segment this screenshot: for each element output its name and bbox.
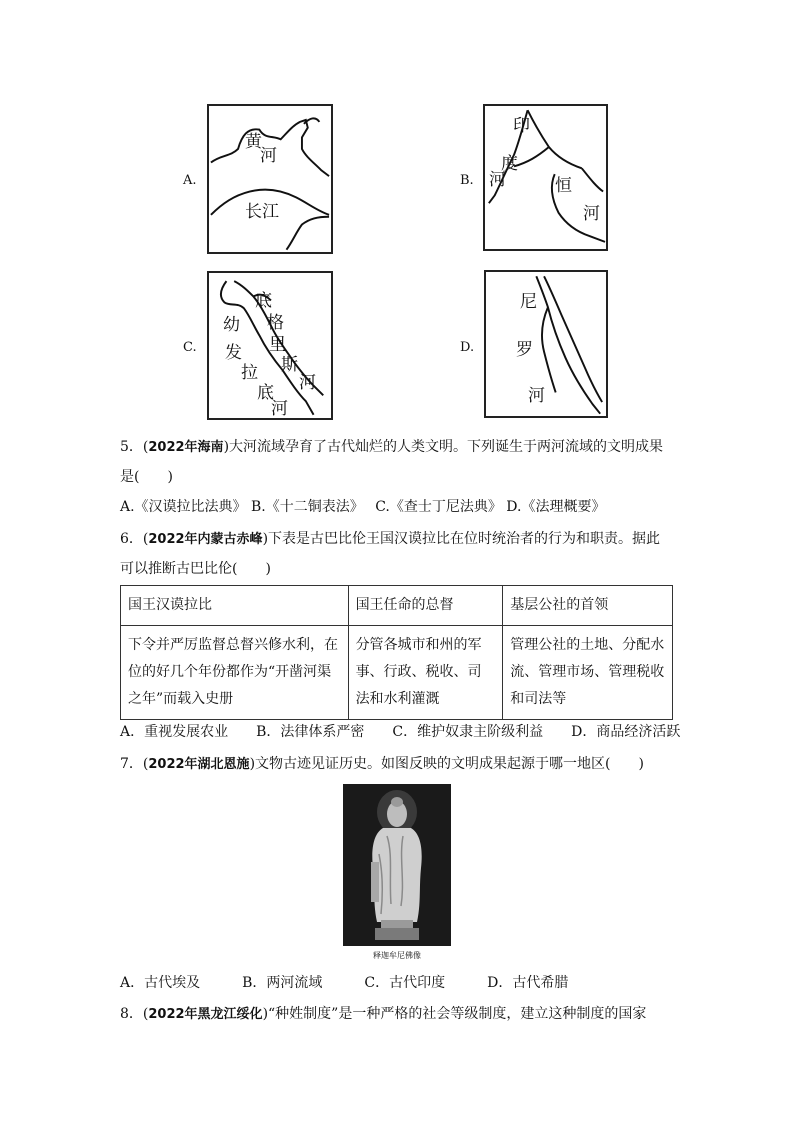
- table-row: [121, 626, 673, 720]
- table-header-commune: 基层公社的首领: [503, 586, 673, 626]
- question-8-stem: [120, 1004, 646, 1025]
- label-indus-1: 印: [513, 116, 530, 136]
- label-yangtze: 长江: [245, 202, 279, 222]
- label-ganges-2: 河: [583, 204, 600, 224]
- question-5-stem: [120, 437, 663, 458]
- map-c-tigris-euphrates: [207, 271, 333, 420]
- q6-number: 6．(: [120, 531, 149, 547]
- q7-number: 7．(: [120, 756, 149, 772]
- map-a-yellow-yangtze: [207, 104, 333, 254]
- q5-options: A.《汉谟拉比法典》 B.《十二铜表法》 C.《查士丁尼法典》 D.《法理概要》: [120, 499, 606, 515]
- q8-source: 2022年黑龙江绥化: [148, 1007, 263, 1022]
- q6-stem-line1: )下表是古巴比伦王国汉谟拉比在位时统治者的行为和职责。据此: [262, 531, 661, 547]
- label-euphrates-1: 幼: [223, 315, 240, 335]
- label-tigris-3: 里: [269, 335, 286, 355]
- label-indus-2: 度: [501, 154, 518, 174]
- table-cell-governor: 分管各城市和州的军事、行政、税收、司法和水利灌溉: [348, 626, 503, 720]
- q7-stem-line1: )文物古迹见证历史。如图反映的文明成果起源于哪一地区( ): [249, 756, 644, 772]
- label-euphrates-2: 发: [225, 343, 242, 363]
- q7-options: A．古代埃及 B．两河流域 C．古代印度 D．古代希腊: [120, 975, 569, 991]
- table-header-governor: 国王任命的总督: [348, 586, 503, 626]
- buddha-statue-image: [343, 784, 451, 946]
- map-c-letter: C.: [183, 340, 197, 355]
- label-yellow-1: 黄: [245, 132, 262, 152]
- map-d-nile: [484, 270, 608, 418]
- label-tigris-2: 格: [267, 313, 284, 333]
- table-cell-commune: 管理公社的土地、分配水流、管理市场、管理税收和司法等: [503, 626, 673, 720]
- statue-caption: 释迦牟尼佛像: [373, 951, 421, 960]
- label-euphrates-3: 拉: [241, 363, 258, 383]
- question-7-stem: [120, 754, 644, 775]
- label-euphrates-4: 底: [257, 383, 274, 403]
- table-header-row: [121, 586, 673, 626]
- table-header-king: 国王汉谟拉比: [121, 586, 349, 626]
- q8-stem-line1: )“种姓制度”是一种严格的社会等级制度，建立这种制度的国家: [262, 1006, 647, 1022]
- label-euphrates-5: 河: [271, 399, 288, 419]
- label-indus-3: 河: [489, 170, 506, 190]
- table-cell-king: 下令并严厉监督总督兴修水利，在位的好几个年份都作为“开凿河渠之年”而载入史册: [121, 626, 349, 720]
- q5-number: 5．(: [120, 439, 149, 455]
- question-6-stem: [120, 529, 660, 550]
- q6-source: 2022年内蒙古赤峰: [148, 532, 263, 547]
- q6-options: A．重视发展农业 B．法律体系严密 C．维护奴隶主阶级利益 D．商品经济活跃: [120, 724, 681, 740]
- q7-source: 2022年湖北恩施: [148, 757, 250, 772]
- label-tigris-5: 河: [299, 373, 316, 393]
- label-tigris-1: 底: [255, 291, 272, 311]
- label-nile-3: 河: [528, 386, 545, 406]
- map-b-letter: B.: [460, 173, 474, 188]
- label-nile-2: 罗: [516, 340, 533, 360]
- q6-stem-line2: 可以推断古巴比伦( ): [120, 561, 271, 577]
- map-a-letter: A.: [183, 173, 197, 188]
- q8-number: 8．(: [120, 1006, 149, 1022]
- label-tigris-4: 斯: [281, 355, 298, 375]
- map-b-indus-ganges: [483, 104, 608, 251]
- q5-stem-line1: )大河流域孕育了古代灿烂的人类文明。下列诞生于两河流域的文明成果: [223, 439, 664, 455]
- map-d-letter: D.: [460, 340, 475, 355]
- q5-stem-line2: 是( ): [120, 469, 173, 485]
- label-ganges-1: 恒: [555, 176, 572, 196]
- q5-source: 2022年海南: [148, 440, 224, 455]
- label-yellow-2: 河: [260, 146, 277, 166]
- label-nile-1: 尼: [520, 292, 537, 312]
- q6-table: [120, 585, 673, 720]
